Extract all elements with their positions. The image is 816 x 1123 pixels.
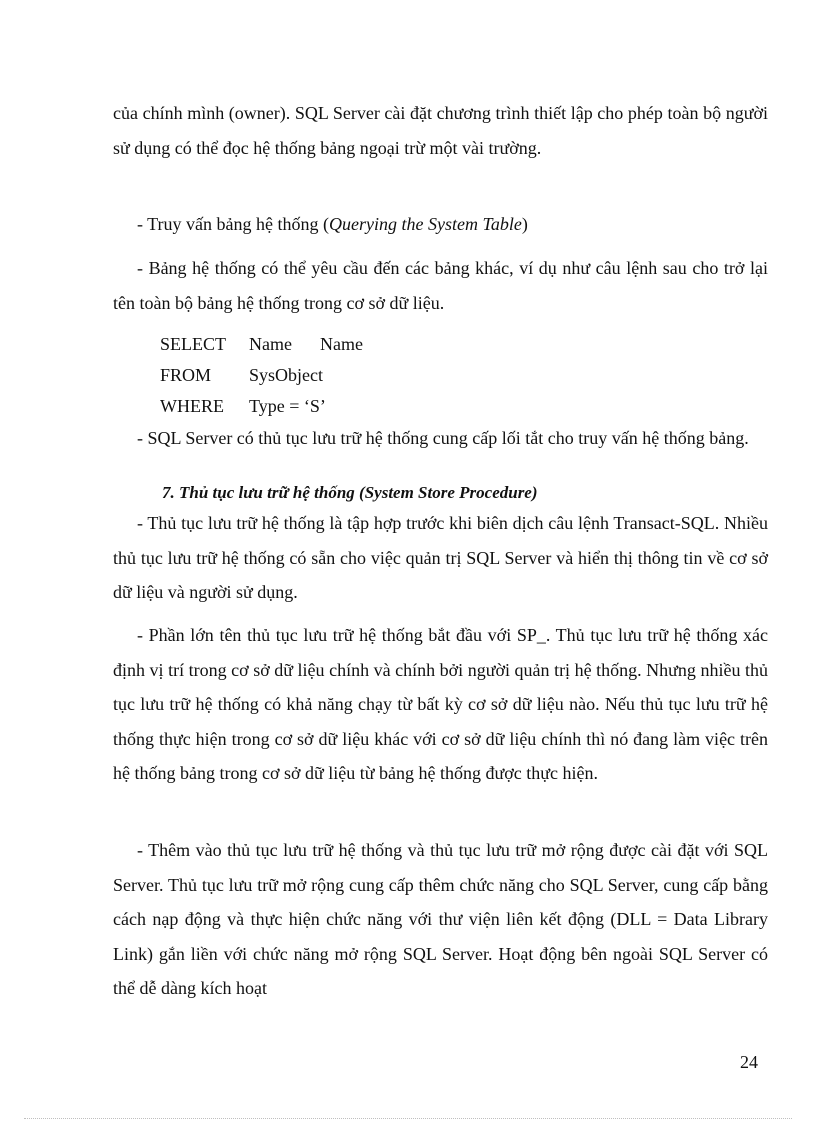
code-arg: Name [249,334,292,354]
code-keyword: WHERE [160,396,224,416]
list-item-italic-term: Querying the System Table [329,214,522,234]
paragraph-sp-prefix: - Phần lớn tên thủ tục lưu trữ hệ thống bắt đầu với SP_. Thủ tục lưu trữ hệ thống xác định vị trí trong cơ sở dữ liệu chính và chính bởi người quản trị hệ thống. Nhưng nhiều thủ tục lưu trữ hệ thống có khả năng chạy từ bất kỳ cơ sở dữ liệu nào. Nếu thủ tục lưu trữ hệ thống thực hiện trong cơ sở dữ liệu khác với cơ sở dữ liệu chính thì nó đang làm việc trên hệ thống bảng trong cơ sở dữ liệu từ bảng hệ thống được thực hiện. [113,625,768,783]
code-line-from [160,364,323,386]
code-line-where [160,395,326,417]
code-keyword: SELECT [160,334,226,354]
paragraph-system-stored-procedure: - Thủ tục lưu trữ hệ thống là tập hợp trước khi biên dịch câu lệnh Transact-SQL. Nhiều thủ tục lưu trữ hệ thống có sẵn cho việc quản trị SQL Server và hiển thị thông tin về cơ sở dữ liệu và người sử dụng. [113,513,768,602]
code-line-select [160,333,363,355]
list-item-querying-system-table [137,213,528,235]
paragraph-owner-continuation: của chính mình (owner). SQL Server cài đặt chương trình thiết lập cho phép toàn bộ người sử dụng có thể đọc hệ thống bảng ngoại trừ một vài trường. [113,103,768,158]
section-heading: 7. Thủ tục lưu trữ hệ thống (System Store Procedure) [162,483,538,502]
code-arg: Name [320,334,363,354]
page-number: 24 [740,1052,758,1072]
code-arg: SysObject [249,365,323,385]
code-arg: Type = ‘S’ [249,396,326,416]
paragraph-system-table-query: - Bảng hệ thống có thể yêu cầu đến các bảng khác, ví dụ như câu lệnh sau cho trở lại tên toàn bộ bảng hệ thống trong cơ sở dữ liệu. [113,258,768,313]
list-item-prefix: - Truy vấn bảng hệ thống ( [137,214,329,234]
paragraph-extended-procedures: - Thêm vào thủ tục lưu trữ hệ thống và thủ tục lưu trữ mở rộng được cài đặt với SQL Server. Thủ tục lưu trữ mở rộng cung cấp thêm chức năng cho SQL Server, cung cấp bằng cách nạp động và thực hiện chức năng với thư viện liên kết động (DLL = Data Library Link) gắn liền với chức năng mở rộng SQL Server. Hoạt động bên ngoài SQL Server có thể dễ dàng kích hoạt [113,840,768,998]
list-item-suffix: ) [521,214,528,234]
code-keyword: FROM [160,365,212,385]
page-bottom-divider [24,1118,792,1119]
paragraph-stored-procedure-shortcut: - SQL Server có thủ tục lưu trữ hệ thống cung cấp lối tắt cho truy vấn hệ thống bảng. [137,428,749,448]
